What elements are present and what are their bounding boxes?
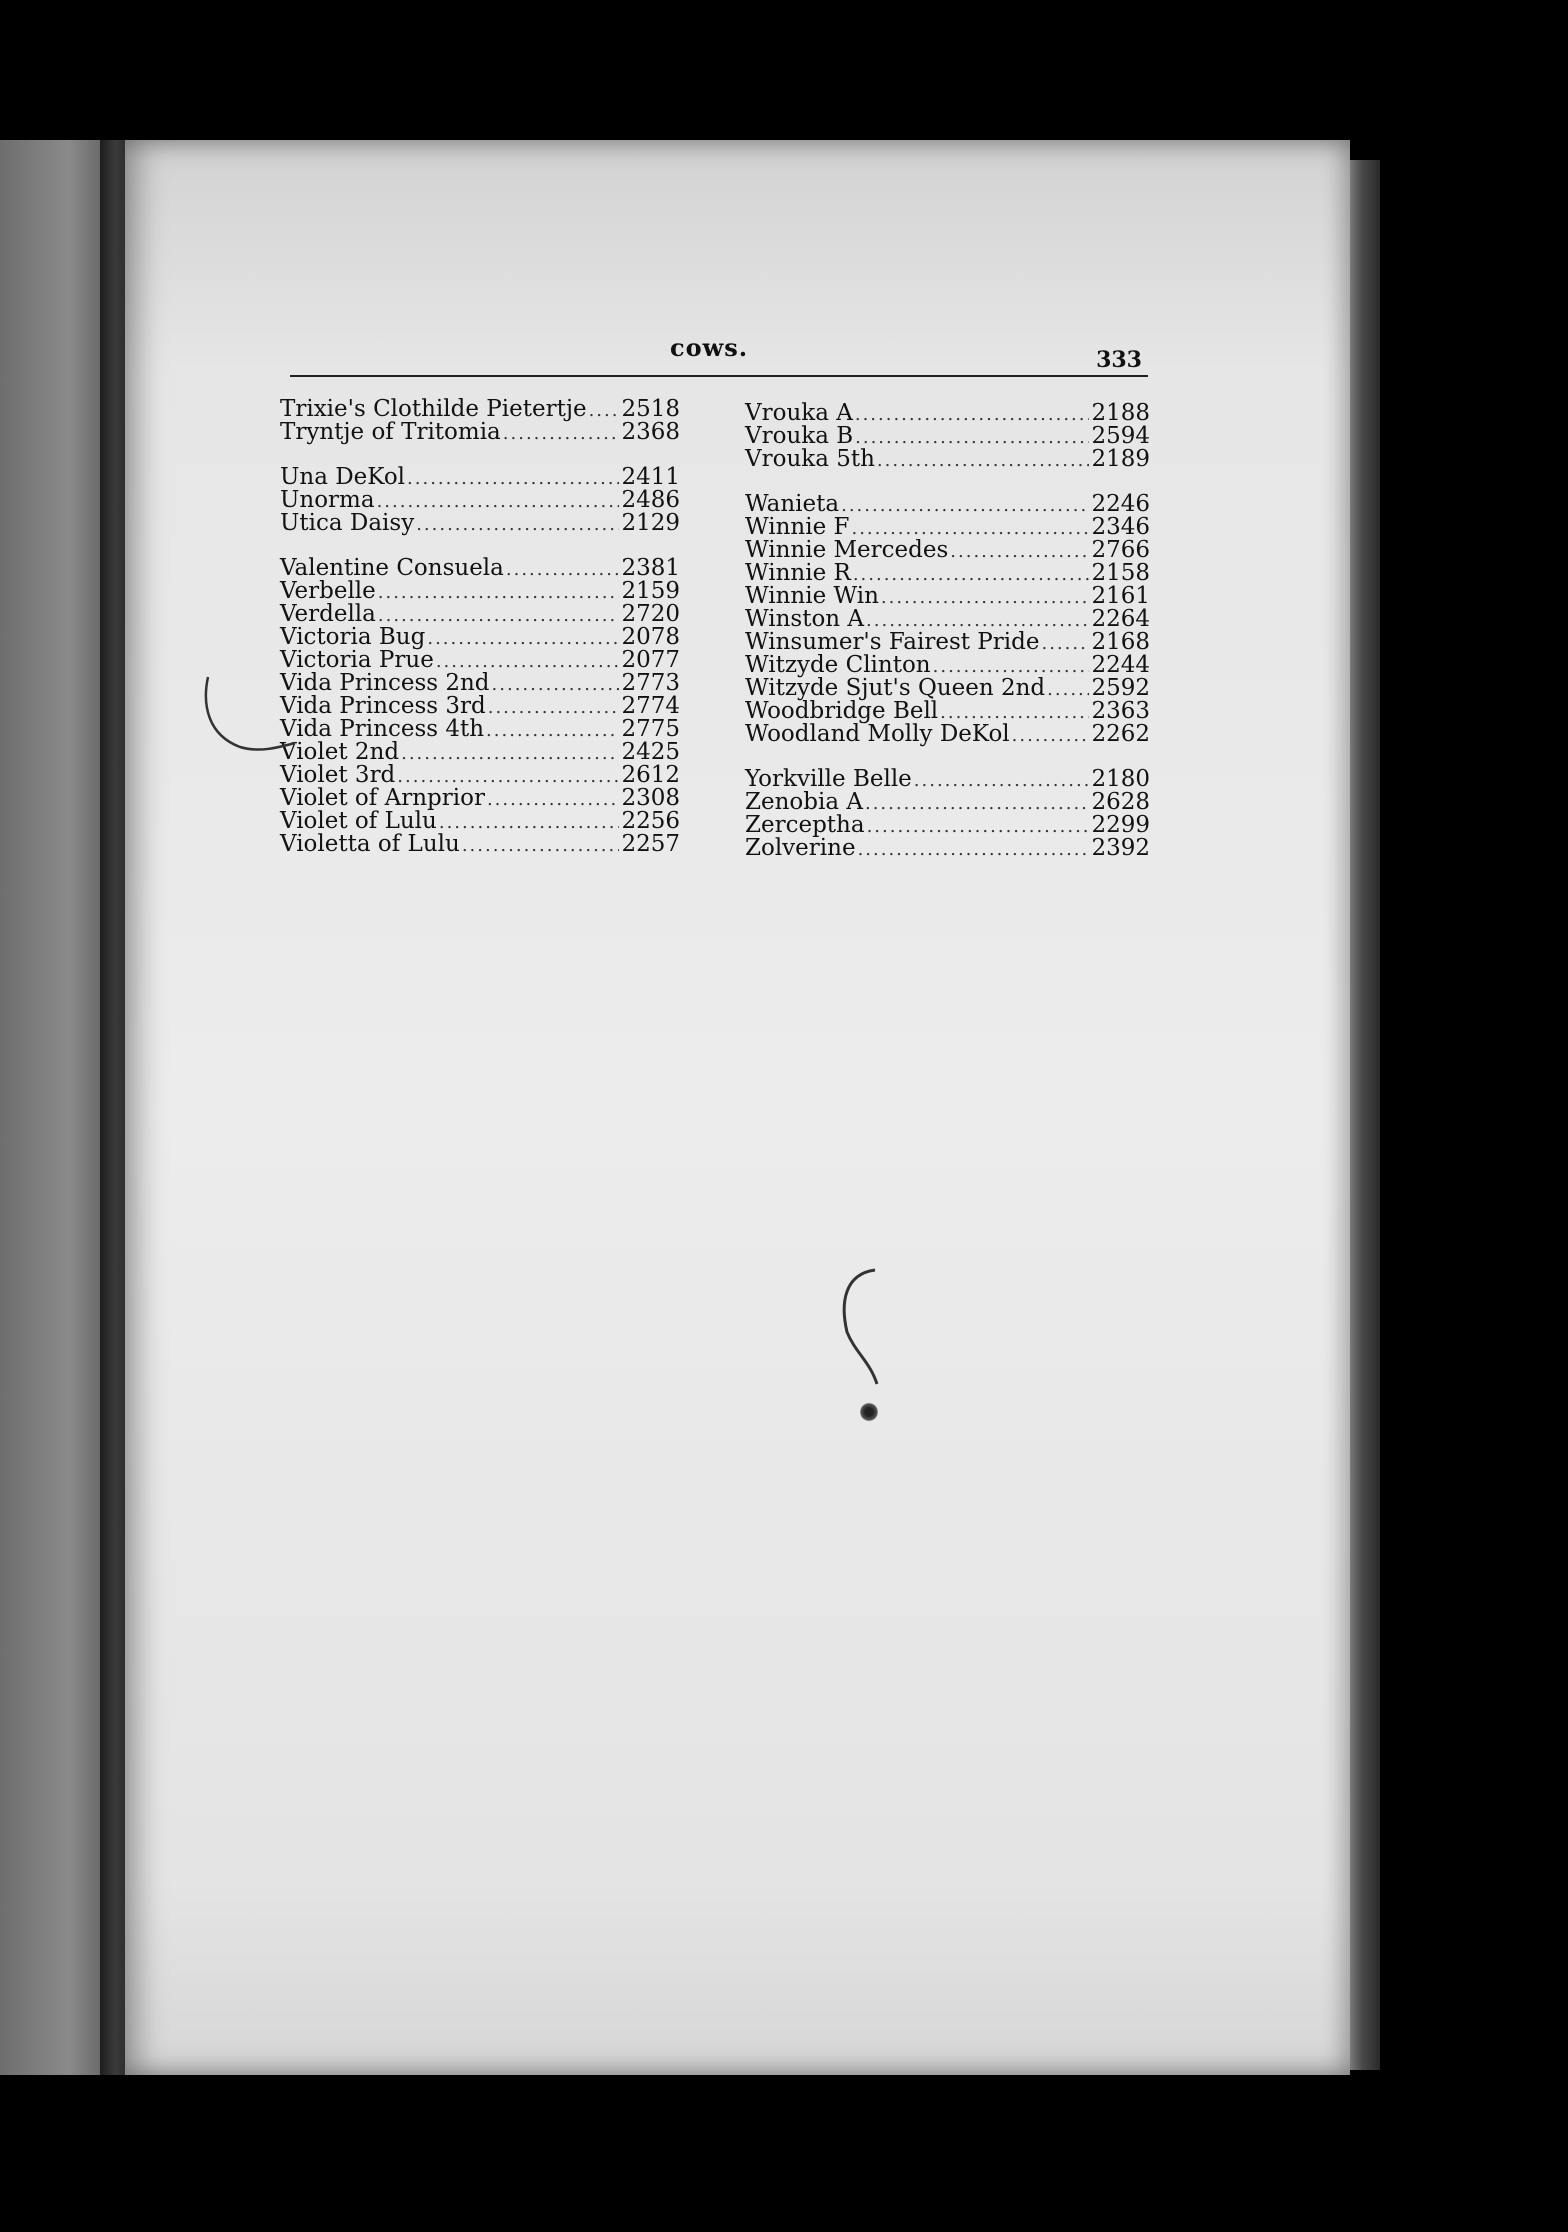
- index-entry: [745, 585, 1150, 608]
- entry-name: Yorkville Belle: [745, 766, 912, 792]
- pencil-bracket-mark: [200, 665, 300, 775]
- dot-leader: [1047, 678, 1089, 701]
- dot-leader: [416, 513, 619, 536]
- index-entry: [280, 741, 680, 764]
- entry-number: 2425: [621, 739, 680, 765]
- dot-leader: [1012, 724, 1090, 747]
- entry-name: Violetta of Lulu: [280, 831, 460, 857]
- dot-leader: [506, 558, 620, 581]
- facing-page-edge: [0, 140, 115, 2075]
- dot-leader: [881, 586, 1090, 609]
- dot-leader: [378, 581, 620, 604]
- entry-name: Winsumer's Fairest Pride: [745, 629, 1040, 655]
- entry-name: Victoria Prue: [280, 647, 434, 673]
- entry-number: 2168: [1091, 629, 1150, 655]
- entry-number: 2612: [621, 762, 680, 788]
- entry-number: 2161: [1091, 583, 1150, 609]
- index-entry: [280, 764, 680, 787]
- entry-number: 2299: [1091, 812, 1150, 838]
- dot-leader: [950, 540, 1089, 563]
- entry-number: 2411: [621, 464, 680, 490]
- entry-name: Verbelle: [280, 578, 376, 604]
- dot-leader: [462, 834, 620, 857]
- dot-leader: [486, 719, 619, 742]
- entry-number: 2518: [621, 396, 680, 422]
- index-entry: [745, 493, 1150, 516]
- entry-number: 2766: [1091, 537, 1150, 563]
- index-entry: [280, 810, 680, 833]
- index-entry: [280, 787, 680, 810]
- dot-leader: [914, 769, 1090, 792]
- entry-name: Verdella: [280, 601, 376, 627]
- index-entry: [745, 677, 1150, 700]
- entry-name: Vida Princess 2nd: [280, 670, 490, 696]
- entry-name: Zerceptha: [745, 812, 865, 838]
- entry-number: 2189: [1091, 446, 1150, 472]
- index-entry: [280, 833, 680, 856]
- entry-number: 2262: [1091, 721, 1150, 747]
- dot-leader: [487, 788, 620, 811]
- entry-name: Woodbridge Bell: [745, 698, 939, 724]
- dot-leader: [858, 838, 1090, 861]
- index-entry: [745, 608, 1150, 631]
- running-title: cows.: [670, 333, 749, 362]
- dot-leader: [488, 696, 620, 719]
- index-entry: [745, 791, 1150, 814]
- index-entry: [745, 516, 1150, 539]
- entry-name: Witzyde Clinton: [745, 652, 931, 678]
- entry-name: Trixie's Clothilde Pietertje: [280, 396, 587, 422]
- entry-name: Valentine Consuela: [280, 555, 504, 581]
- dot-leader: [1041, 632, 1089, 655]
- index-entry: [280, 649, 680, 672]
- entry-name: Winnie Win: [745, 583, 879, 609]
- entry-number: 2486: [621, 487, 680, 513]
- entry-number: 2774: [621, 693, 680, 719]
- entry-number: 2720: [621, 601, 680, 627]
- index-entry: [745, 631, 1150, 654]
- entry-number: 2159: [621, 578, 680, 604]
- entry-name: Witzyde Sjut's Queen 2nd: [745, 675, 1046, 701]
- entry-name: Violet of Arnprior: [280, 785, 485, 811]
- entry-name: Zenobia A: [745, 789, 863, 815]
- index-entry: [280, 626, 680, 649]
- dot-leader: [407, 467, 619, 490]
- dot-leader: [439, 811, 620, 834]
- entry-name: Vrouka B: [745, 423, 854, 449]
- entry-name: Winnie Mercedes: [745, 537, 949, 563]
- entry-number: 2257: [621, 831, 680, 857]
- entry-number: 2129: [621, 510, 680, 536]
- entry-name: Violet 2nd: [280, 739, 400, 765]
- entry-name: Tryntje of Tritomia: [280, 419, 501, 445]
- index-entry: [745, 723, 1150, 746]
- dot-leader: [865, 792, 1089, 815]
- ink-smudge: [860, 1402, 878, 1422]
- entry-number: 2594: [1091, 423, 1150, 449]
- index-entry: [280, 695, 680, 718]
- entry-number: 2381: [621, 555, 680, 581]
- entry-name: Una DeKol: [280, 464, 406, 490]
- entry-name: Winnie R: [745, 560, 851, 586]
- entry-name: Winston A: [745, 606, 865, 632]
- entry-number: 2628: [1091, 789, 1150, 815]
- page-number: 333: [1096, 347, 1142, 373]
- entry-number: 2244: [1091, 652, 1150, 678]
- index-entry: [280, 557, 680, 580]
- entry-name: Winnie F: [745, 514, 850, 540]
- index-entry: [280, 466, 680, 489]
- index-entry: [745, 814, 1150, 837]
- dot-leader: [877, 449, 1090, 472]
- entry-name: Woodland Molly DeKol: [745, 721, 1010, 747]
- index-entry: [745, 700, 1150, 723]
- entry-number: 2158: [1091, 560, 1150, 586]
- entry-name: Vida Princess 3rd: [280, 693, 486, 719]
- entry-number: 2264: [1091, 606, 1150, 632]
- entry-number: 2773: [621, 670, 680, 696]
- entry-number: 2308: [621, 785, 680, 811]
- entry-number: 2188: [1091, 400, 1150, 426]
- index-entry: [280, 672, 680, 695]
- entry-name: Violet of Lulu: [280, 808, 437, 834]
- index-entry: [280, 603, 680, 626]
- dot-leader: [503, 422, 620, 445]
- entry-number: 2180: [1091, 766, 1150, 792]
- dot-leader: [867, 815, 1090, 838]
- page-header: [290, 333, 1148, 383]
- index-entry: [280, 421, 680, 444]
- entry-name: Utica Daisy: [280, 510, 415, 536]
- dot-leader: [401, 742, 619, 765]
- dot-leader: [853, 563, 1090, 586]
- index-entry: [745, 654, 1150, 677]
- dot-leader: [427, 627, 619, 650]
- index-entry: [745, 448, 1150, 471]
- index-entry: [745, 402, 1150, 425]
- index-entry: [745, 837, 1150, 860]
- entry-number: 2078: [621, 624, 680, 650]
- index-column-right: [745, 402, 1150, 860]
- page-edge-right: [1350, 160, 1380, 2070]
- index-entry: [745, 562, 1150, 585]
- index-entry: [745, 539, 1150, 562]
- pencil-stray-mark: [825, 1262, 895, 1392]
- entry-number: 2368: [621, 419, 680, 445]
- dot-leader: [855, 403, 1090, 426]
- dot-leader: [841, 494, 1089, 517]
- entry-number: 2077: [621, 647, 680, 673]
- index-entry: [280, 718, 680, 741]
- entry-number: 2775: [621, 716, 680, 742]
- index-entry: [280, 580, 680, 603]
- index-column-left: [280, 398, 680, 856]
- entry-number: 2246: [1091, 491, 1150, 517]
- entry-number: 2346: [1091, 514, 1150, 540]
- entry-name: Unorma: [280, 487, 375, 513]
- entry-name: Vida Princess 4th: [280, 716, 485, 742]
- entry-number: 2363: [1091, 698, 1150, 724]
- dot-leader: [855, 426, 1089, 449]
- index-entry: [745, 768, 1150, 791]
- entry-name: Wanieta: [745, 491, 840, 517]
- entry-name: Victoria Bug: [280, 624, 426, 650]
- entry-name: Vrouka 5th: [745, 446, 875, 472]
- entry-number: 2592: [1091, 675, 1150, 701]
- dot-leader: [492, 673, 620, 696]
- index-entry: [745, 425, 1150, 448]
- index-entry: [280, 489, 680, 512]
- index-entry: [280, 512, 680, 535]
- dot-leader: [589, 399, 620, 422]
- entry-number: 2256: [621, 808, 680, 834]
- entry-name: Violet 3rd: [280, 762, 396, 788]
- index-entry: [280, 398, 680, 421]
- header-rule: [290, 375, 1148, 377]
- entry-number: 2392: [1091, 835, 1150, 861]
- entry-name: Vrouka A: [745, 400, 853, 426]
- entry-name: Zolverine: [745, 835, 856, 861]
